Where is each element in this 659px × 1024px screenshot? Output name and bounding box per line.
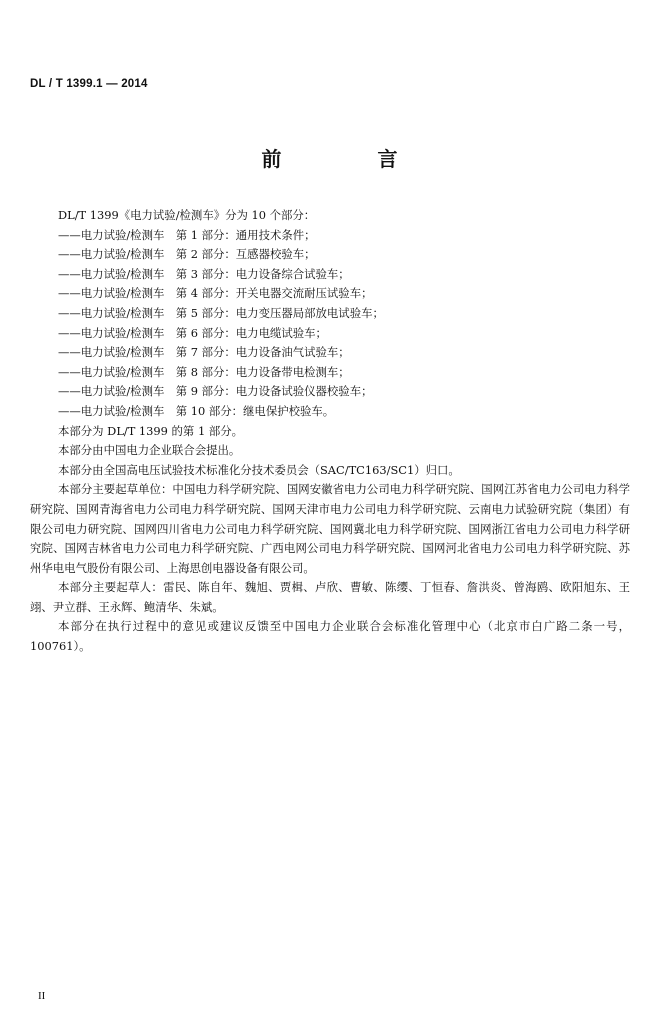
part-of-statement: 本部分为 DL/T 1399 的第 1 部分。 xyxy=(58,423,243,438)
list-item: ——电力试验/检测车 第 9 部分：电力设备试验仪器校验车； xyxy=(58,384,373,399)
feedback-paragraph: 本部分在执行过程中的意见或建议反馈至中国电力企业联合会标准化管理中心（北京市白广路二条一号，100761）。 xyxy=(30,619,630,654)
proposed-by-statement: 本部分由中国电力企业联合会提出。 xyxy=(58,443,241,458)
drafting-units-paragraph: 本部分主要起草单位：中国电力科学研究院、国网安徽省电力公司电力科学研究院、国网江苏省电力公司电力科学研究院、国网青海省电力公司电力科学研究院、国网天津市电力公司电力科学研究院、云南电力试验研究院（集团）有限公司电力研究院、国网四川省电力公司电力科学研究院、国网冀北电力科学研究院、国网浙江省电力公司电力科学研究院、国网吉林省电力公司电力科学研究院、广西电网公司电力科学研究院、国网河北省电力公司电力科学研究院、苏州华电电气股份有限公司、上海思创电器设备有限公司。 xyxy=(30,482,630,575)
drafters-paragraph: 本部分主要起草人：雷民、陈自年、魏旭、贾楫、卢欣、曹敏、陈缨、丁恒春、詹洪炎、曾海鸥、欧阳旭东、王翊、尹立群、王永辉、鲍清华、朱斌。 xyxy=(30,580,630,614)
list-item: ——电力试验/检测车 第 4 部分：开关电器交流耐压试验车； xyxy=(58,286,373,301)
foreword-body xyxy=(30,206,630,657)
list-item: ——电力试验/检测车 第 10 部分：继电保护校验车。 xyxy=(58,403,335,418)
list-item: ——电力试验/检测车 第 8 部分：电力设备带电检测车； xyxy=(58,364,350,379)
page-title: 前 言 xyxy=(261,147,436,171)
list-item: ——电力试验/检测车 第 7 部分：电力设备油气试验车； xyxy=(58,345,350,360)
page-number: II xyxy=(38,990,46,1002)
parts-list xyxy=(30,226,630,422)
intro-paragraph: DL/T 1399《电力试验/检测车》分为 10 个部分： xyxy=(58,208,316,222)
list-item: ——电力试验/检测车 第 5 部分：电力变压器局部放电试验车； xyxy=(58,305,384,320)
list-item: ——电力试验/检测车 第 6 部分：电力电缆试验车； xyxy=(58,325,327,340)
centralized-by-statement: 本部分由全国高电压试验技术标准化分技术委员会（SAC/TC163/SC1）归口。 xyxy=(58,462,460,477)
standard-code: DL / T 1399.1 — 2014 xyxy=(30,78,148,90)
list-item: ——电力试验/检测车 第 3 部分：电力设备综合试验车； xyxy=(58,266,350,281)
list-item: ——电力试验/检测车 第 2 部分：互感器校验车； xyxy=(58,247,316,262)
list-item: ——电力试验/检测车 第 1 部分：通用技术条件； xyxy=(58,227,316,242)
